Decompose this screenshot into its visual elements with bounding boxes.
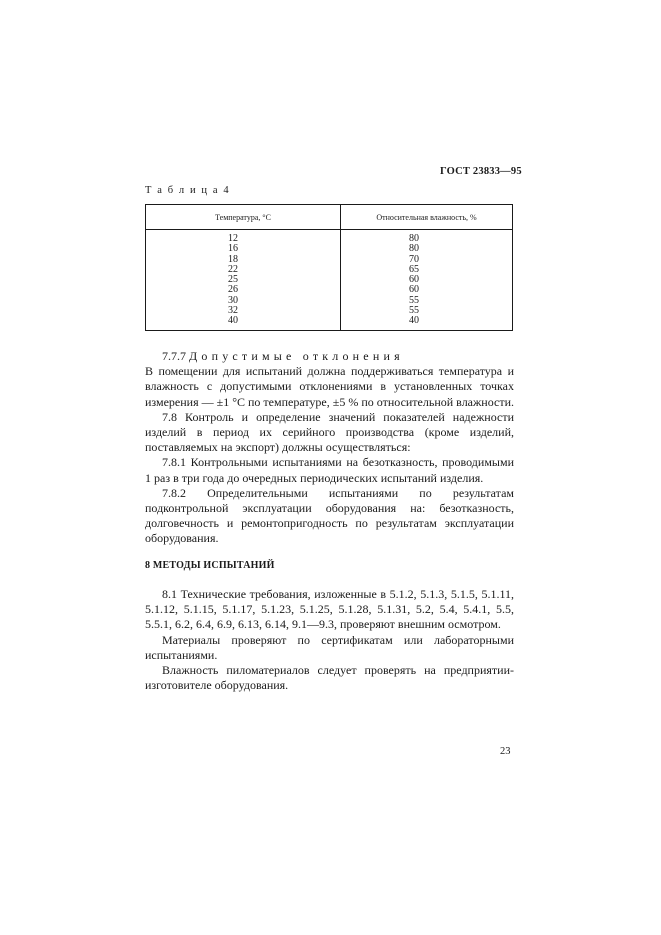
table-caption: Т а б л и ц а 4: [145, 185, 231, 196]
clause-7-7-7-text: В помещении для испытаний должна поддерживаться температура и влажность с допустимыми отклонениями в установленных точках измерения — ±1 °С по температуре, ±5 % по относительной влажности.: [145, 364, 515, 409]
table-row: [146, 316, 513, 330]
cell-humidity: 60: [341, 285, 513, 295]
standard-number: ГОСТ 23833—95: [440, 166, 522, 177]
cell-temperature: 40: [146, 316, 341, 330]
column-header-humidity: Относительная влажность, %: [341, 205, 513, 230]
table-4: [145, 204, 513, 331]
section-7-text: [145, 349, 514, 547]
clause-7-8-1: 7.8.1 Контрольными испытаниями на безотказность, проводимыми 1 раз в три года до очередных периодических испытаний изделия.: [145, 455, 514, 485]
table-row: [146, 244, 513, 254]
wood-humidity-paragraph: Влажность пиломатериалов следует проверять на предприятии-изготовителе оборудования.: [145, 663, 514, 693]
clause-7-8: 7.8 Контроль и определение значений показателей надежности изделий в период их серийного производства (кроме изделий, поставляемых на экспорт) должны осуществляться:: [145, 409, 514, 455]
cell-temperature: 18: [146, 255, 341, 265]
table-row: [146, 275, 513, 285]
cell-temperature: 30: [146, 296, 341, 306]
cell-humidity: 80: [341, 230, 513, 245]
clause-7-7-7-heading: [145, 349, 514, 364]
materials-paragraph: Материалы проверяют по сертификатам или лабораторными испытаниями.: [145, 632, 514, 662]
cell-humidity: 55: [341, 296, 513, 306]
section-8-text: [145, 587, 514, 693]
cell-humidity: 80: [341, 244, 513, 254]
cell-temperature: 22: [146, 265, 341, 275]
cell-humidity: 70: [341, 255, 513, 265]
clause-7-8-2: 7.8.2 Определительными испытаниями по результатам подконтрольной эксплуатации оборудования на: безотказность, долговечность и ремонтопригодность по результатам эксплуатации оборудования.: [145, 485, 514, 546]
cell-humidity: 40: [341, 316, 513, 330]
section-heading: 8 МЕТОДЫ ИСПЫТАНИЙ: [145, 560, 275, 571]
page-number: 23: [500, 746, 511, 757]
cell-humidity: 60: [341, 275, 513, 285]
table-row: [146, 265, 513, 275]
clause-number: 7.7.7: [162, 349, 186, 363]
table-row: [146, 285, 513, 295]
cell-temperature: 32: [146, 306, 341, 316]
table-row: [146, 306, 513, 316]
cell-temperature: 26: [146, 285, 341, 295]
clause-title: Допустимые отклонения: [189, 349, 404, 363]
cell-humidity: 55: [341, 306, 513, 316]
cell-humidity: 65: [341, 265, 513, 275]
column-header-temperature: Температура, °С: [146, 205, 341, 230]
table-row: [146, 255, 513, 265]
cell-temperature: 25: [146, 275, 341, 285]
table-row: [146, 230, 513, 245]
clause-8-1: 8.1 Технические требования, изложенные в 5.1.2, 5.1.3, 5.1.5, 5.1.11, 5.1.12, 5.1.15, 5.1.17, 5.1.23, 5.1.25, 5.1.28, 5.1.31, 5.2, 5.4, 5.4.1, 5.5, 5.5.1, 6.2, 6.4, 6.9, 6.13, 6.14, 9.1—9.3, проверяют внешним осмотром.: [145, 587, 514, 632]
table-row: [146, 296, 513, 306]
cell-temperature: 12: [146, 230, 341, 245]
cell-temperature: 16: [146, 244, 341, 254]
